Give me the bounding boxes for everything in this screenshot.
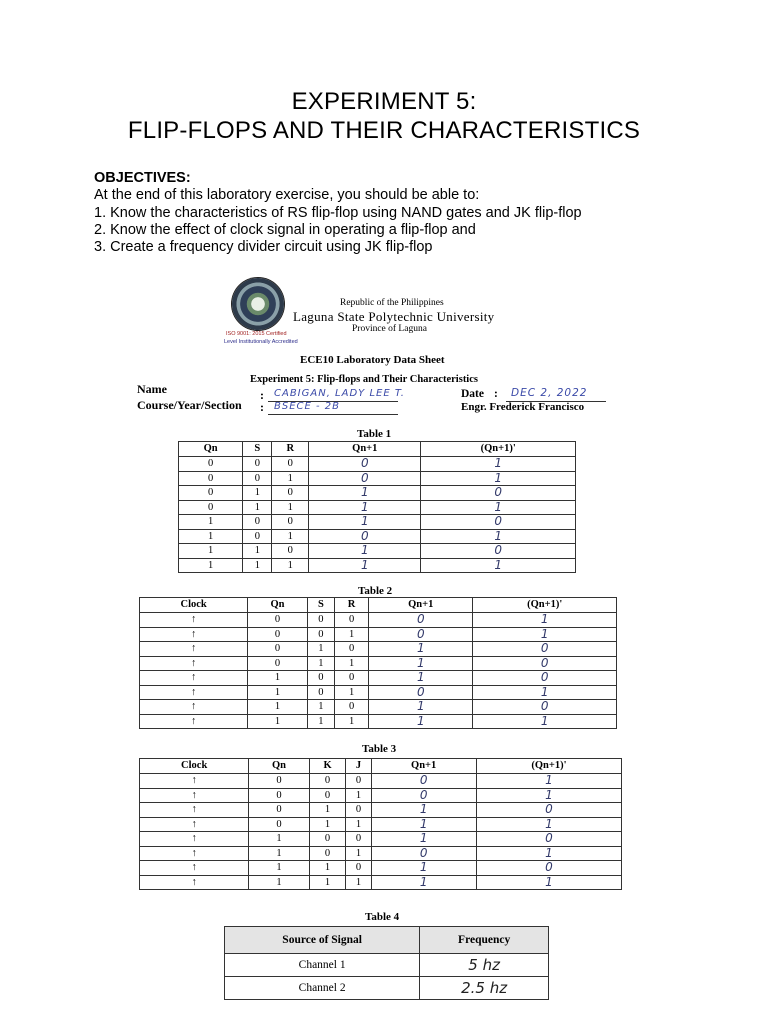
table-cell: 1 (346, 875, 371, 890)
course-handwritten: BSECE - 2B (274, 401, 341, 412)
table-cell: 0 (248, 613, 308, 628)
table-cell: 0 (335, 700, 369, 715)
objective-item: 1. Know the characteristics of RS flip-flop using NAND gates and JK flip-flop (94, 205, 582, 221)
table-cell: 0 (249, 817, 309, 832)
table-cell-handwritten: 1 (369, 671, 473, 686)
table-cell: 1 (249, 832, 309, 847)
table-cell-handwritten: 1 (421, 457, 576, 472)
table-header-cell: Qn (249, 759, 309, 774)
table-cell-handwritten: 0 (473, 642, 617, 657)
table-row (179, 486, 576, 501)
table-row (140, 846, 622, 861)
table2 (139, 597, 617, 729)
table-header-cell: Clock (140, 759, 249, 774)
table-header-cell: Qn (248, 598, 308, 613)
date-colon: : (494, 388, 498, 400)
table4-caption: Table 4 (365, 911, 400, 923)
table-cell: 1 (307, 700, 334, 715)
table-cell-handwritten: 1 (309, 544, 421, 559)
table-header-cell: Frequency (420, 927, 549, 954)
table-row (140, 613, 617, 628)
table-row (140, 642, 617, 657)
table-header-cell: R (335, 598, 369, 613)
table3-caption: Table 3 (362, 743, 397, 755)
table-cell: 1 (249, 861, 309, 876)
republic-text: Republic of the Philippines (340, 298, 444, 308)
table-cell-handwritten: 0 (309, 471, 421, 486)
table-cell: 0 (307, 627, 334, 642)
table-header-row (225, 927, 549, 954)
page-title-line2: FLIP-FLOPS AND THEIR CHARACTERISTICS (127, 117, 641, 144)
table4 (224, 926, 549, 1000)
table-cell: 0 (346, 832, 371, 847)
table-header-cell: Clock (140, 598, 248, 613)
table-row (140, 861, 622, 876)
table-cell: 1 (248, 700, 308, 715)
table-cell: 1 (179, 558, 243, 573)
table-cell-handwritten: 1 (476, 774, 621, 789)
table-cell-handwritten: 1 (473, 627, 617, 642)
table-header-row (140, 598, 617, 613)
table-cell: 1 (248, 685, 308, 700)
table-cell-handwritten: 1 (369, 656, 473, 671)
table-cell-handwritten: 5 hz (420, 954, 549, 977)
table-header-cell: S (307, 598, 334, 613)
table-cell: 1 (249, 875, 309, 890)
table-cell: 0 (243, 515, 272, 530)
table-row (179, 457, 576, 472)
table-row (140, 627, 617, 642)
table-cell: 1 (249, 846, 309, 861)
table-cell-handwritten: 0 (473, 656, 617, 671)
table-cell: 1 (309, 803, 346, 818)
table-cell: 0 (307, 685, 334, 700)
table-cell-handwritten: 1 (421, 500, 576, 515)
table1-caption: Table 1 (357, 428, 392, 440)
accreditation-text: Level Institutionally Accredited (224, 339, 298, 345)
table-row (140, 656, 617, 671)
table-cell: 0 (346, 803, 371, 818)
experiment-title: Experiment 5: Flip-flops and Their Characteristics (250, 374, 478, 385)
table-cell: 1 (272, 558, 309, 573)
objectives-intro: At the end of this laboratory exercise, you should be able to: (94, 187, 480, 203)
table-row (179, 515, 576, 530)
table-row (140, 671, 617, 686)
table-cell: 0 (249, 774, 309, 789)
university-name: Laguna State Polytechnic University (293, 309, 495, 324)
table2-caption: Table 2 (358, 585, 393, 597)
table-cell: 1 (335, 685, 369, 700)
table-cell-handwritten: 1 (369, 714, 473, 729)
table-row (140, 803, 622, 818)
table-cell: ↑ (140, 875, 249, 890)
table-row (140, 700, 617, 715)
table-cell-handwritten: 0 (473, 671, 617, 686)
objective-item: 2. Know the effect of clock signal in operating a flip-flop and (94, 222, 476, 238)
table-cell: ↑ (140, 846, 249, 861)
table-cell: 0 (346, 774, 371, 789)
name-colon: : (260, 388, 264, 402)
table-cell-handwritten: 0 (371, 788, 476, 803)
table-cell: 1 (179, 529, 243, 544)
table-cell-handwritten: 1 (421, 529, 576, 544)
table-cell-handwritten: 1 (421, 558, 576, 573)
table-cell: ↑ (140, 861, 249, 876)
table-cell: 0 (243, 471, 272, 486)
table-cell: 0 (179, 471, 243, 486)
table-cell-handwritten: 1 (369, 642, 473, 657)
table-cell: ↑ (140, 700, 248, 715)
table-cell: 1 (243, 486, 272, 501)
date-label: Date (461, 388, 484, 400)
table-cell: 0 (248, 642, 308, 657)
table-cell: ↑ (140, 788, 249, 803)
table-cell: 1 (309, 817, 346, 832)
table-header-cell: Qn+1 (369, 598, 473, 613)
table-cell: Channel 1 (225, 954, 420, 977)
table-cell: ↑ (140, 714, 248, 729)
table-cell: ↑ (140, 774, 249, 789)
table-cell-handwritten: 1 (371, 832, 476, 847)
table-cell: 0 (335, 642, 369, 657)
table-header-cell: Source of Signal (225, 927, 420, 954)
table-cell: 0 (307, 671, 334, 686)
table-cell-handwritten: 1 (473, 613, 617, 628)
table-cell: 1 (335, 714, 369, 729)
table-cell-handwritten: 0 (369, 627, 473, 642)
table-cell-handwritten: 1 (473, 685, 617, 700)
table-row (140, 774, 622, 789)
table-header-cell: Qn (179, 442, 243, 457)
table-cell: 1 (179, 544, 243, 559)
table-cell-handwritten: 1 (421, 471, 576, 486)
table-cell-handwritten: 0 (421, 544, 576, 559)
table-cell: 0 (243, 457, 272, 472)
table-cell-handwritten: 1 (476, 817, 621, 832)
table-cell: Channel 2 (225, 977, 420, 1000)
table-row (140, 832, 622, 847)
table-cell: 1 (272, 500, 309, 515)
table-cell-handwritten: 0 (309, 457, 421, 472)
table-cell-handwritten: 0 (369, 613, 473, 628)
table-cell-handwritten: 2.5 hz (420, 977, 549, 1000)
course-colon: : (260, 400, 264, 414)
table-cell-handwritten: 0 (421, 515, 576, 530)
table-cell: ↑ (140, 685, 248, 700)
table-cell: 1 (346, 788, 371, 803)
table-cell-handwritten: 1 (476, 875, 621, 890)
table-cell: ↑ (140, 817, 249, 832)
table-cell: 1 (307, 656, 334, 671)
table-cell: 1 (248, 671, 308, 686)
university-seal-logo (232, 278, 284, 330)
name-handwritten: CABIGAN, LADY LEE T. (274, 388, 405, 399)
table-cell-handwritten: 1 (371, 875, 476, 890)
iso-text: ISO 9001: 2015 Certified (226, 331, 287, 337)
table-header-cell: Qn+1 (309, 442, 421, 457)
table-cell: 0 (309, 846, 346, 861)
table-cell-handwritten: 0 (476, 803, 621, 818)
table-cell: 0 (346, 861, 371, 876)
date-handwritten: DEC 2, 2022 (511, 387, 588, 399)
table3 (139, 758, 622, 890)
table-header-cell: S (243, 442, 272, 457)
table-cell-handwritten: 1 (476, 846, 621, 861)
table-cell: ↑ (140, 832, 249, 847)
table-cell-handwritten: 1 (309, 515, 421, 530)
table-cell: 0 (272, 486, 309, 501)
table-row (179, 558, 576, 573)
table-cell: 0 (248, 656, 308, 671)
course-label: Course/Year/Section (137, 398, 242, 412)
table-header-row (140, 759, 622, 774)
table-cell: 1 (307, 714, 334, 729)
table-cell-handwritten: 1 (473, 714, 617, 729)
table-row (179, 500, 576, 515)
table-cell: 0 (272, 457, 309, 472)
table-cell-handwritten: 0 (371, 774, 476, 789)
table-cell: 1 (248, 714, 308, 729)
table-header-cell: K (309, 759, 346, 774)
table-cell: 1 (243, 544, 272, 559)
table-cell: ↑ (140, 656, 248, 671)
table-cell: 0 (179, 486, 243, 501)
table-cell-handwritten: 0 (421, 486, 576, 501)
table-cell-handwritten: 1 (309, 500, 421, 515)
table-cell: 0 (309, 788, 346, 803)
province-text: Province of Laguna (352, 324, 427, 334)
table-cell: 1 (272, 471, 309, 486)
table-cell-handwritten: 1 (371, 817, 476, 832)
table-header-cell: Qn+1 (371, 759, 476, 774)
datasheet-title: ECE10 Laboratory Data Sheet (300, 354, 445, 366)
table-row (225, 977, 549, 1000)
table-cell: 1 (346, 817, 371, 832)
table-cell: 0 (335, 613, 369, 628)
table-row (140, 714, 617, 729)
table-cell: 0 (307, 613, 334, 628)
table-cell: 1 (346, 846, 371, 861)
name-label: Name (137, 382, 167, 396)
table-cell: 1 (179, 515, 243, 530)
table-cell-handwritten: 1 (476, 788, 621, 803)
table-cell-handwritten: 1 (371, 861, 476, 876)
table-cell: 1 (243, 558, 272, 573)
table-cell-handwritten: 0 (371, 846, 476, 861)
table-cell: ↑ (140, 627, 248, 642)
objectives-heading: OBJECTIVES: (94, 170, 191, 186)
table-cell-handwritten: 0 (476, 832, 621, 847)
table-row (140, 817, 622, 832)
table-header-row (179, 442, 576, 457)
table-cell: 0 (249, 788, 309, 803)
table-row (179, 471, 576, 486)
table-cell-handwritten: 0 (476, 861, 621, 876)
table-cell: 0 (272, 544, 309, 559)
table-cell: 1 (243, 500, 272, 515)
table-cell: 0 (272, 515, 309, 530)
table-row (225, 954, 549, 977)
table-cell-handwritten: 1 (309, 486, 421, 501)
objective-item: 3. Create a frequency divider circuit using JK flip-flop (94, 239, 433, 255)
table-header-cell: (Qn+1)' (421, 442, 576, 457)
table-cell-handwritten: 0 (473, 700, 617, 715)
table-cell: ↑ (140, 642, 248, 657)
table-cell: ↑ (140, 671, 248, 686)
table-row (140, 685, 617, 700)
course-underline (268, 414, 398, 415)
table-cell-handwritten: 1 (371, 803, 476, 818)
table-cell: ↑ (140, 613, 248, 628)
table-header-cell: J (346, 759, 371, 774)
table-row (140, 788, 622, 803)
table-cell: 0 (179, 457, 243, 472)
instructor-name: Engr. Frederick Francisco (461, 401, 585, 413)
table-cell-handwritten: 1 (369, 700, 473, 715)
table-cell-handwritten: 0 (309, 529, 421, 544)
table-header-cell: (Qn+1)' (476, 759, 621, 774)
table-cell: 1 (272, 529, 309, 544)
table-cell: 1 (309, 861, 346, 876)
page-title-line1: EXPERIMENT 5: (291, 88, 477, 115)
table-cell: 0 (179, 500, 243, 515)
table-header-cell: R (272, 442, 309, 457)
table-row (140, 875, 622, 890)
table-cell: 1 (335, 627, 369, 642)
table-row (179, 544, 576, 559)
table-cell-handwritten: 1 (309, 558, 421, 573)
table-cell: 1 (309, 875, 346, 890)
table-cell: 0 (309, 832, 346, 847)
table-cell: 0 (248, 627, 308, 642)
table-cell: 0 (335, 671, 369, 686)
table-cell: 1 (307, 642, 334, 657)
table1 (178, 441, 576, 573)
table-cell: 0 (249, 803, 309, 818)
table-row (179, 529, 576, 544)
table-cell-handwritten: 0 (369, 685, 473, 700)
table-cell: 1 (335, 656, 369, 671)
table-header-cell: (Qn+1)' (473, 598, 617, 613)
table-cell: ↑ (140, 803, 249, 818)
table-cell: 0 (309, 774, 346, 789)
table-cell: 0 (243, 529, 272, 544)
